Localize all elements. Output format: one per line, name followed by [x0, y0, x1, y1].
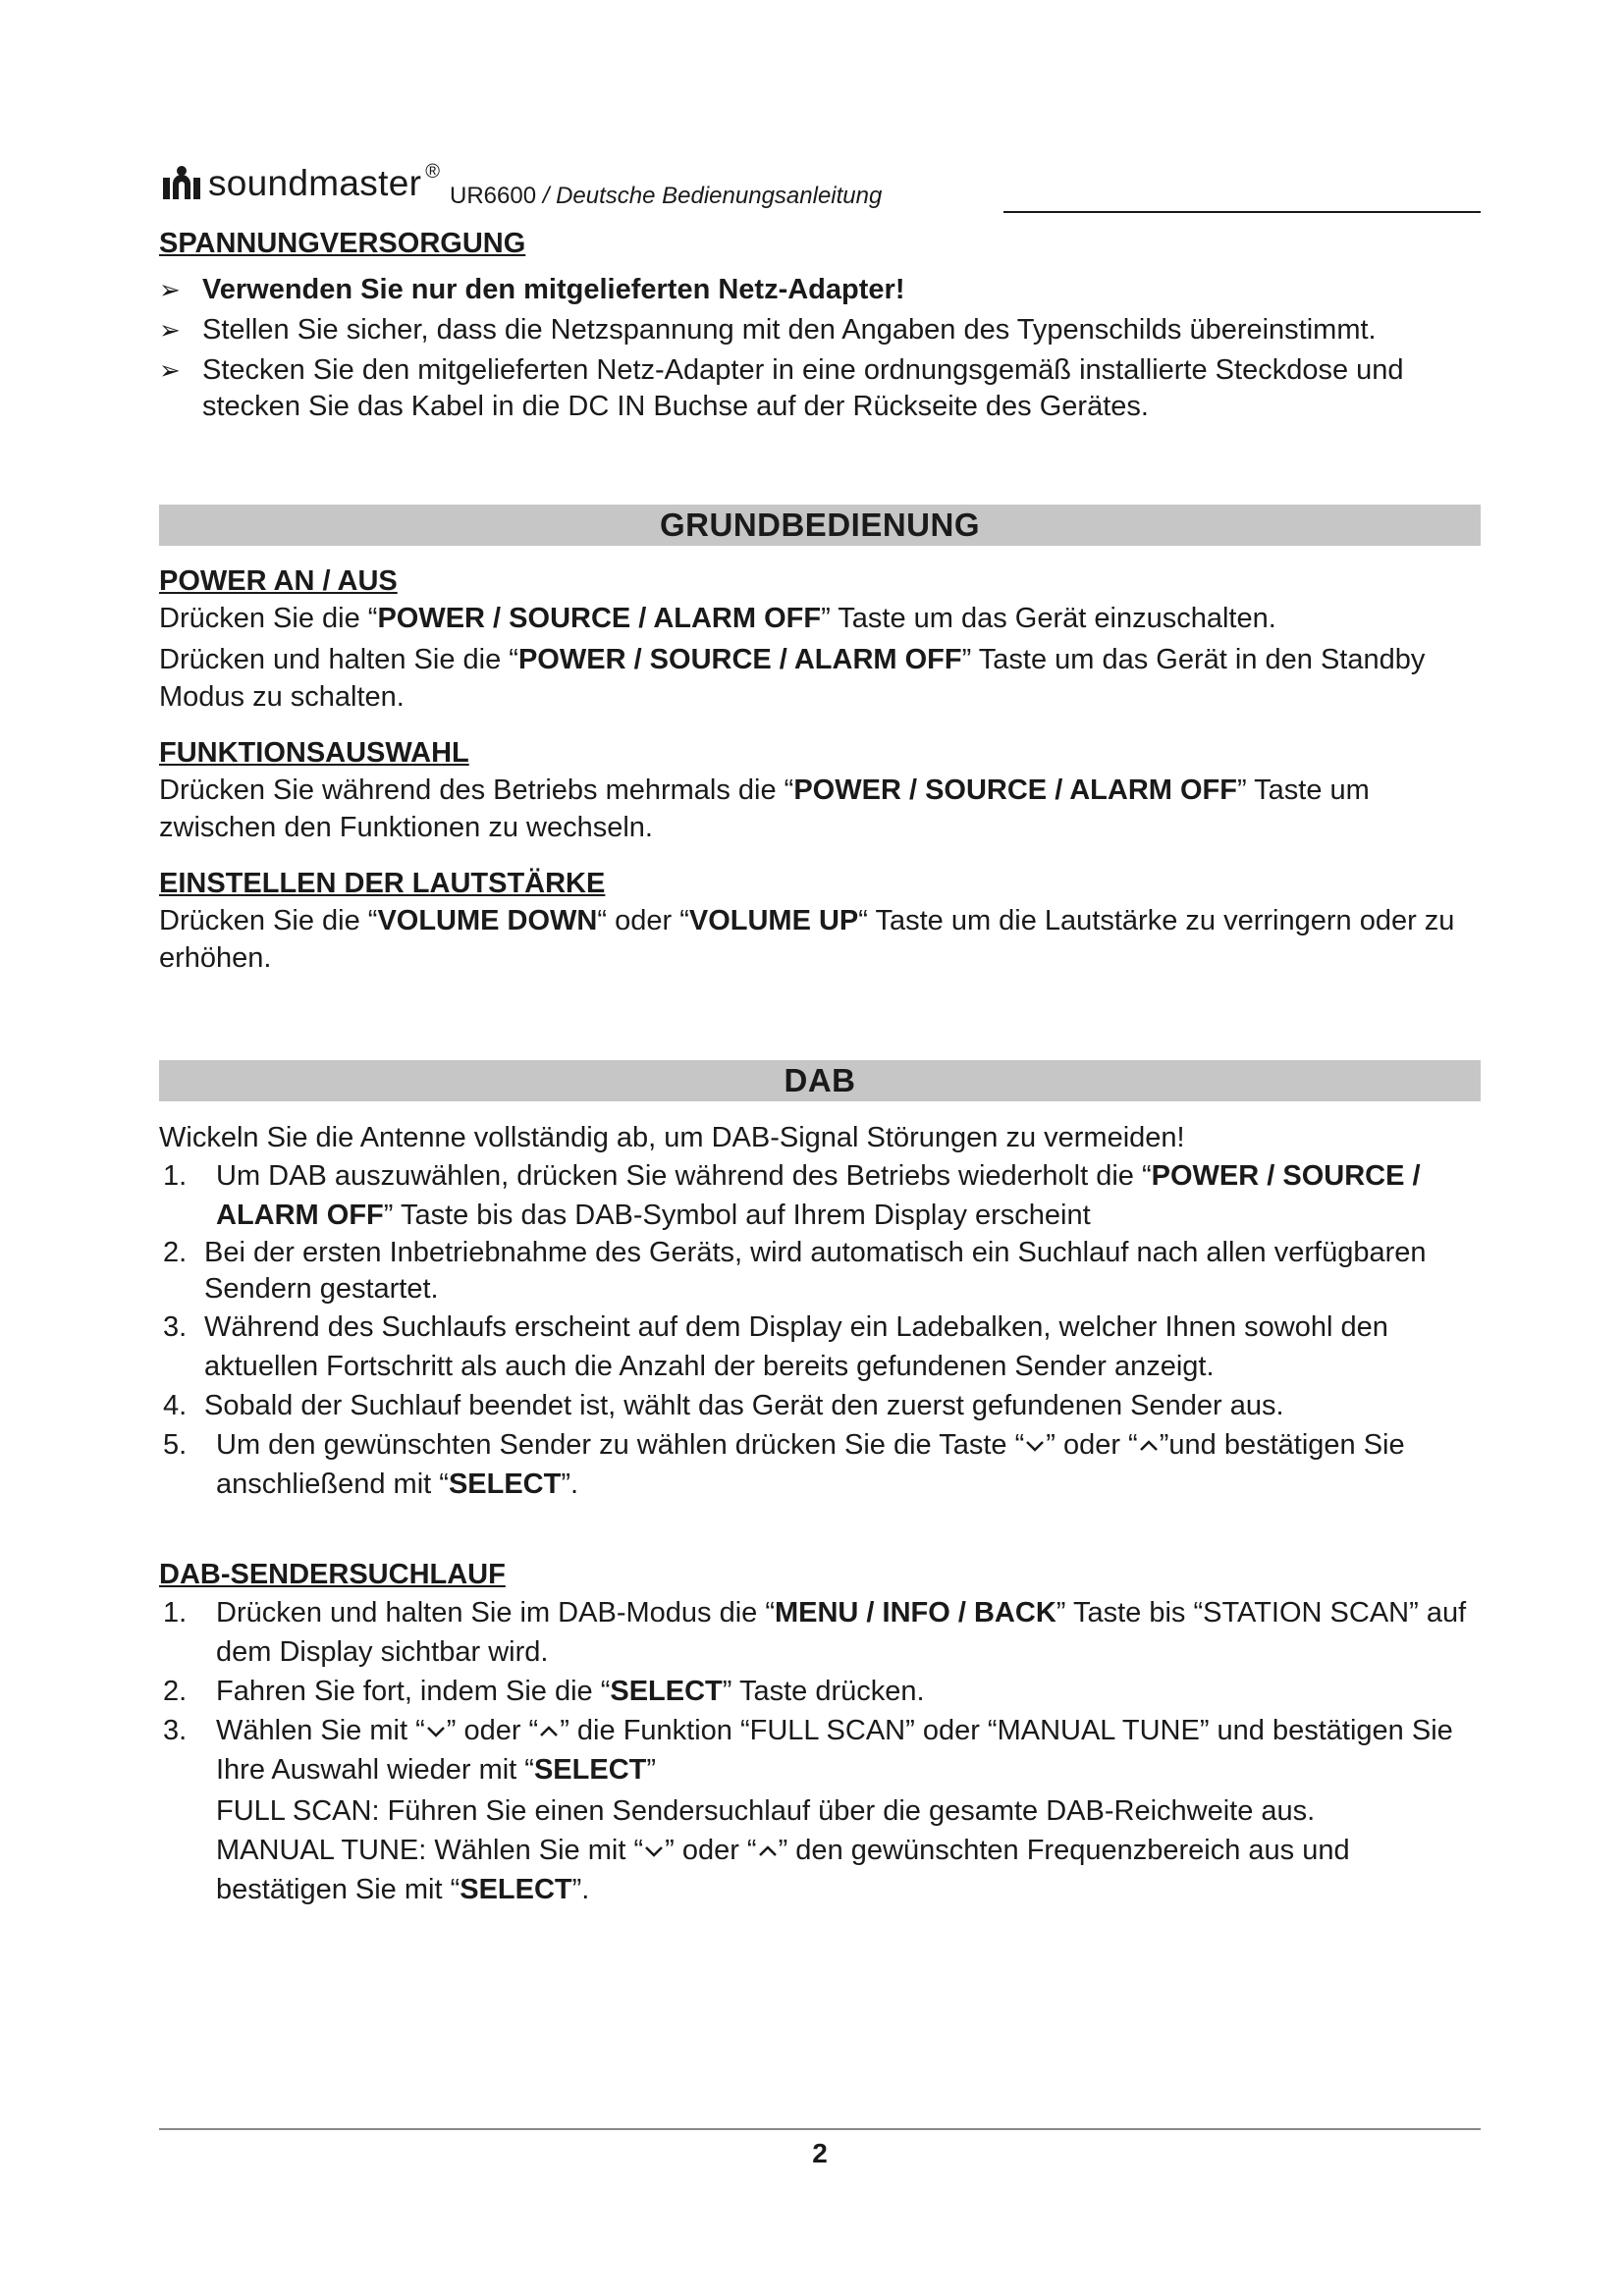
- brand-logo: [159, 160, 440, 204]
- chevron-up-icon: [1138, 1439, 1160, 1453]
- dab-scan-section: [159, 1559, 1481, 1909]
- power-paragraph-2: Drücken und halten Sie die “POWER / SOURCE / ALARM OFF” Taste um das Gerät in den Standby Modus zu schalten.: [159, 644, 1426, 713]
- power-supply-section: [159, 228, 1481, 429]
- list-item: ➢ Verwenden Sie nur den mitgelieferten Netz-Adapter!: [159, 272, 1481, 308]
- list-item: 3. Wählen Sie mit “ ” oder “ ” die Funktion “FULL SCAN” oder “MANUAL TUNE” und bestätigen Sie Ihre Auswahl wieder mit “SELECT” FULL SCAN: Führen Sie einen Sendersuchlauf über die gesamte DAB-Reichweite aus. MANUAL TUNE: Wählen Sie mit “ ” oder “ ” den gewünschten Frequenzbereich aus und bestätigen Sie mit “SELECT”.: [159, 1711, 1481, 1909]
- list-item: 3. Während des Suchlaufs erscheint auf dem Display ein Ladebalken, welcher Ihnen sowohl den aktuellen Fortschritt als auch die Anzahl der bereits gefundenen Sender anzeigt.: [163, 1311, 1388, 1382]
- registered-mark: ®: [425, 160, 440, 183]
- section-bar-basic-operation: GRUNDBEDIENUNG: [159, 505, 1481, 546]
- chevron-up-icon: [757, 1844, 779, 1858]
- dab-scan-steps: [159, 1593, 1481, 1909]
- list-item: 1. Um DAB auszuwählen, drücken Sie während des Betriebs wiederholt die “POWER / SOURCE / ALARM OFF” Taste bis das DAB-Symbol auf Ihrem Display erscheint: [163, 1160, 1421, 1231]
- volume-paragraph: Drücken Sie die “VOLUME DOWN“ oder “VOLUME UP“ Taste um die Lautstärke zu verringern oder zu erhöhen.: [159, 905, 1455, 974]
- chevron-down-icon: [643, 1844, 665, 1858]
- power-supply-list: [159, 272, 1481, 425]
- page-number: 2: [812, 2138, 828, 2168]
- page-header: [159, 157, 1481, 216]
- list-item: 1. Drücken und halten Sie im DAB-Modus die “MENU / INFO / BACK” Taste bis “STATION SCAN” auf dem Display sichtbar wird.: [163, 1597, 1467, 1668]
- arrow-bullet-icon: ➢: [159, 355, 181, 385]
- list-item: 5. Um den gewünschten Sender zu wählen drücken Sie die Taste “ ” oder “ ”und bestätigen Sie anschließend mit “SELECT”.: [163, 1429, 1405, 1500]
- header-divider: [1003, 211, 1481, 213]
- power-paragraph-1: Drücken Sie die “POWER / SOURCE / ALARM OFF” Taste um das Gerät einzuschalten.: [159, 603, 1276, 634]
- soundmaster-logo-icon: [159, 164, 204, 203]
- footer-divider: [159, 2128, 1481, 2130]
- chevron-up-icon: [538, 1725, 560, 1738]
- document-title: UR6600 / Deutsche Bedienungsanleitung: [450, 183, 883, 209]
- arrow-bullet-icon: ➢: [159, 315, 181, 345]
- function-heading: FUNKTIONSAUSWAHL: [159, 737, 469, 769]
- power-heading: POWER AN / AUS: [159, 565, 398, 597]
- arrow-bullet-icon: ➢: [159, 275, 181, 304]
- function-paragraph: Drücken Sie während des Betriebs mehrmals die “POWER / SOURCE / ALARM OFF” Taste um zwischen den Funktionen zu wechseln.: [159, 774, 1370, 843]
- dab-section: [159, 1060, 1481, 1504]
- dab-intro: Wickeln Sie die Antenne vollständig ab, um DAB-Signal Störungen zu vermeiden!: [159, 1122, 1185, 1153]
- brand-name: soundmaster: [208, 163, 422, 203]
- basic-operation-section: [159, 505, 1481, 977]
- chevron-down-icon: [1024, 1439, 1046, 1453]
- manual-tune-description: MANUAL TUNE: Wählen Sie mit “ ” oder “ ” den gewünschten Frequenzbereich aus und bestätigen Sie mit “SELECT”.: [216, 1835, 1350, 1905]
- power-supply-heading: SPANNUNGVERSORGUNG: [159, 228, 526, 259]
- chevron-down-icon: [425, 1725, 447, 1738]
- full-scan-description: FULL SCAN: Führen Sie einen Sendersuchlauf über die gesamte DAB-Reichweite aus.: [216, 1795, 1316, 1827]
- list-item: ➢ Stecken Sie den mitgelieferten Netz-Adapter in eine ordnungsgemäß installierte Steckdose und stecken Sie das Kabel in die DC IN Buchse auf der Rückseite des Gerätes.: [159, 354, 1404, 422]
- manual-subtitle: Deutsche Bedienungsanleitung: [556, 183, 883, 209]
- volume-heading: EINSTELLEN DER LAUTSTÄRKE: [159, 868, 606, 899]
- dab-steps: [159, 1156, 1481, 1504]
- list-item: 2. Fahren Sie fort, indem Sie die “SELECT” Taste drücken.: [163, 1676, 925, 1707]
- list-item: 2. Bei der ersten Inbetriebnahme des Geräts, wird automatisch ein Suchlauf nach allen verfügbaren Sendern gestartet.: [163, 1237, 1427, 1305]
- section-bar-dab: DAB: [159, 1060, 1481, 1101]
- list-item: 4. Sobald der Suchlauf beendet ist, wählt das Gerät den zuerst gefundenen Sender aus.: [163, 1390, 1284, 1421]
- list-item: ➢ Stellen Sie sicher, dass die Netzspannung mit den Angaben des Typenschilds übereinstimmt.: [159, 312, 1481, 348]
- dab-scan-heading: DAB-SENDERSUCHLAUF: [159, 1559, 506, 1590]
- model-number: UR6600: [450, 183, 537, 209]
